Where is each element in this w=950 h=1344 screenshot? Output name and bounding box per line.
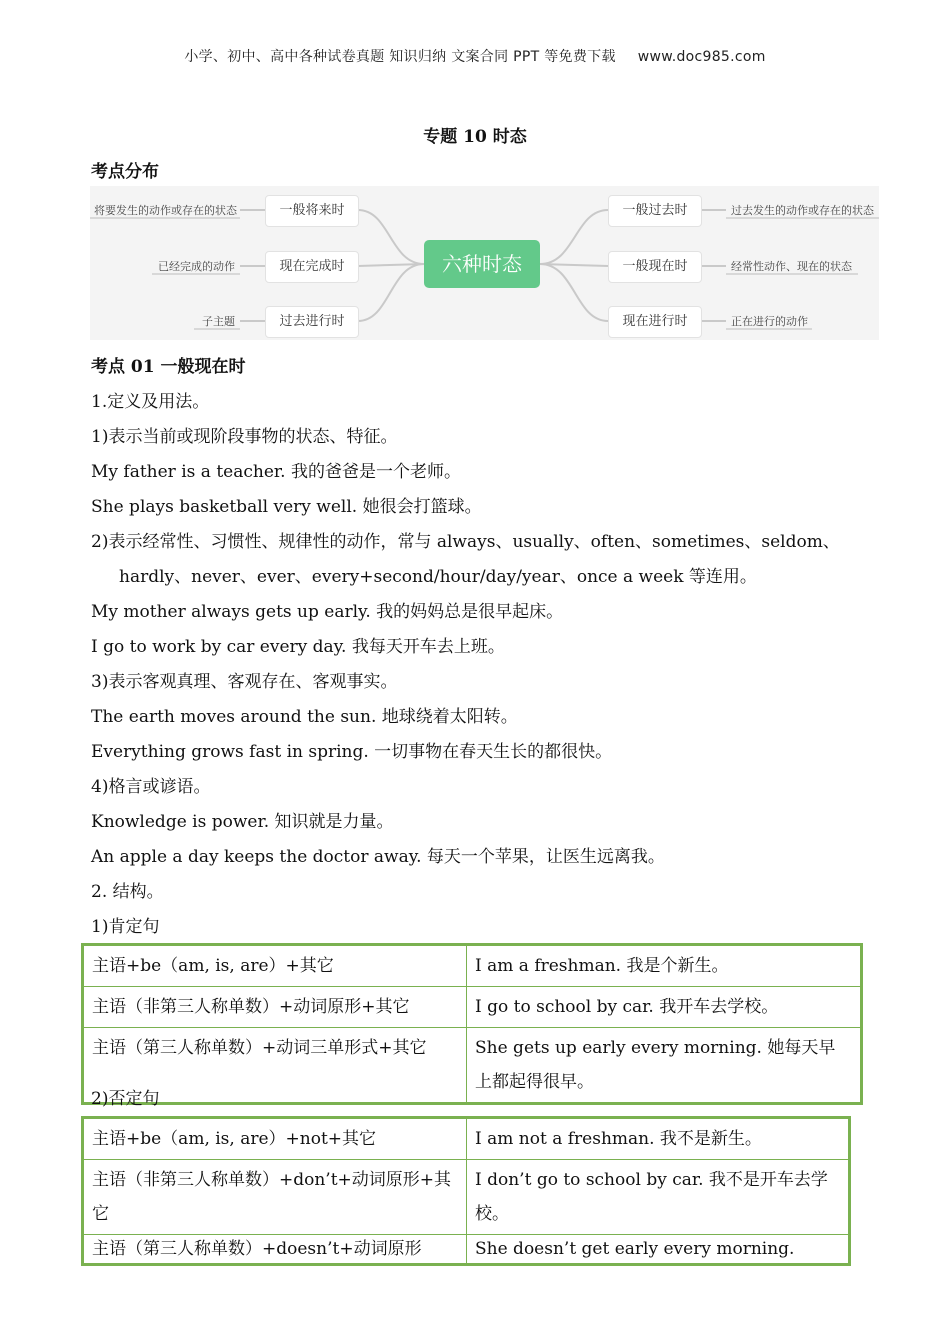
node-present-perfect: 现在完成时 (265, 251, 359, 283)
text-line: Knowledge is power. 知识就是力量。 (91, 812, 394, 832)
table-cell: She gets up early every morning. 她每天早上都起得很早。 (467, 1028, 862, 1104)
node-past-continuous: 过去进行时 (265, 306, 359, 338)
section-01-heading: 考点 01 一般现在时 (91, 357, 246, 377)
table-cell: 主语（第三人称单数）+动词三单形式+其它 (83, 1028, 467, 1104)
table-cell: I go to school by car. 我开车去学校。 (467, 987, 862, 1028)
table-row (83, 1160, 850, 1235)
connector-left-1 (358, 210, 424, 264)
text-line: My mother always gets up early. 我的妈妈总是很早起床。 (91, 602, 564, 622)
page-header (0, 46, 950, 66)
text-line: My father is a teacher. 我的爸爸是一个老师。 (91, 462, 461, 482)
affirmative-table (81, 943, 863, 1105)
header-text: 小学、初中、高中各种试卷真题 知识归纳 文案合同 PPT 等免费下载 (184, 49, 616, 65)
table-cell: 主语（非第三人称单数）+动词原形+其它 (83, 987, 467, 1028)
table-cell: 主语+be（am, is, are）+其它 (83, 945, 467, 987)
text-line: The earth moves around the sun. 地球绕着太阳转。 (91, 707, 518, 727)
table-row (83, 987, 862, 1028)
table-row (83, 945, 862, 987)
leaf-present-continuous: 正在进行的动作 (731, 315, 808, 328)
mind-map-center: 六种时态 (424, 240, 540, 288)
table-row (83, 1118, 850, 1160)
connector-right-1 (540, 210, 608, 264)
leaf-simple-future: 将要发生的动作或存在的状态 (94, 204, 237, 217)
connector-left-3 (358, 264, 424, 321)
header-site: www.doc985.com (637, 49, 766, 65)
text-line: 1.定义及用法。 (91, 392, 210, 412)
table-cell: I am not a freshman. 我不是新生。 (467, 1118, 850, 1160)
leaf-present-perfect: 已经完成的动作 (158, 260, 235, 273)
table-cell: I don’t go to school by car. 我不是开车去学校。 (467, 1160, 850, 1235)
table-cell: 主语（第三人称单数）+doesn’t+动词原形 (83, 1235, 467, 1265)
node-simple-future: 一般将来时 (265, 195, 359, 227)
connector-right-3 (540, 264, 608, 321)
text-line: 2)表示经常性、习惯性、规律性的动作，常与 always、usually、often、sometimes、seldom、 (91, 532, 840, 552)
table-cell: 主语+be（am, is, are）+not+其它 (83, 1118, 467, 1160)
table-cell: 主语（非第三人称单数）+don’t+动词原形+其它 (83, 1160, 467, 1235)
text-line: 3)表示客观真理、客观存在、客观事实。 (91, 672, 398, 692)
table-cell: I am a freshman. 我是个新生。 (467, 945, 862, 987)
page-title: 专题 10 时态 (423, 127, 527, 147)
text-line: 4)格言或谚语。 (91, 777, 211, 797)
negative-table (81, 1116, 851, 1266)
text-line: Everything grows fast in spring. 一切事物在春天生长的都很快。 (91, 742, 613, 762)
negative-label: 2)否定句 (91, 1089, 160, 1109)
text-line: hardly、never、ever、every+second/hour/day/year、once a week 等连用。 (119, 567, 757, 587)
table-row (83, 1235, 850, 1265)
table-row (83, 1028, 862, 1104)
node-present-continuous: 现在进行时 (608, 306, 702, 338)
section-distribution-heading: 考点分布 (91, 162, 159, 182)
leaf-simple-past: 过去发生的动作或存在的状态 (731, 204, 874, 217)
leaf-simple-present: 经常性动作、现在的状态 (731, 260, 852, 273)
mind-map (90, 186, 879, 340)
text-line: 1)肯定句 (91, 917, 160, 937)
text-line: I go to work by car every day. 我每天开车去上班。 (91, 637, 505, 657)
node-simple-present: 一般现在时 (608, 251, 702, 283)
text-line: An apple a day keeps the doctor away. 每天一个苹果，让医生远离我。 (91, 847, 665, 867)
text-line: She plays basketball very well. 她很会打篮球。 (91, 497, 482, 517)
text-line: 2. 结构。 (91, 882, 164, 902)
table-cell: She doesn’t get early every morning. (467, 1235, 850, 1265)
text-line: 1)表示当前或现阶段事物的状态、特征。 (91, 427, 398, 447)
leaf-past-continuous: 子主题 (202, 315, 235, 328)
node-simple-past: 一般过去时 (608, 195, 702, 227)
